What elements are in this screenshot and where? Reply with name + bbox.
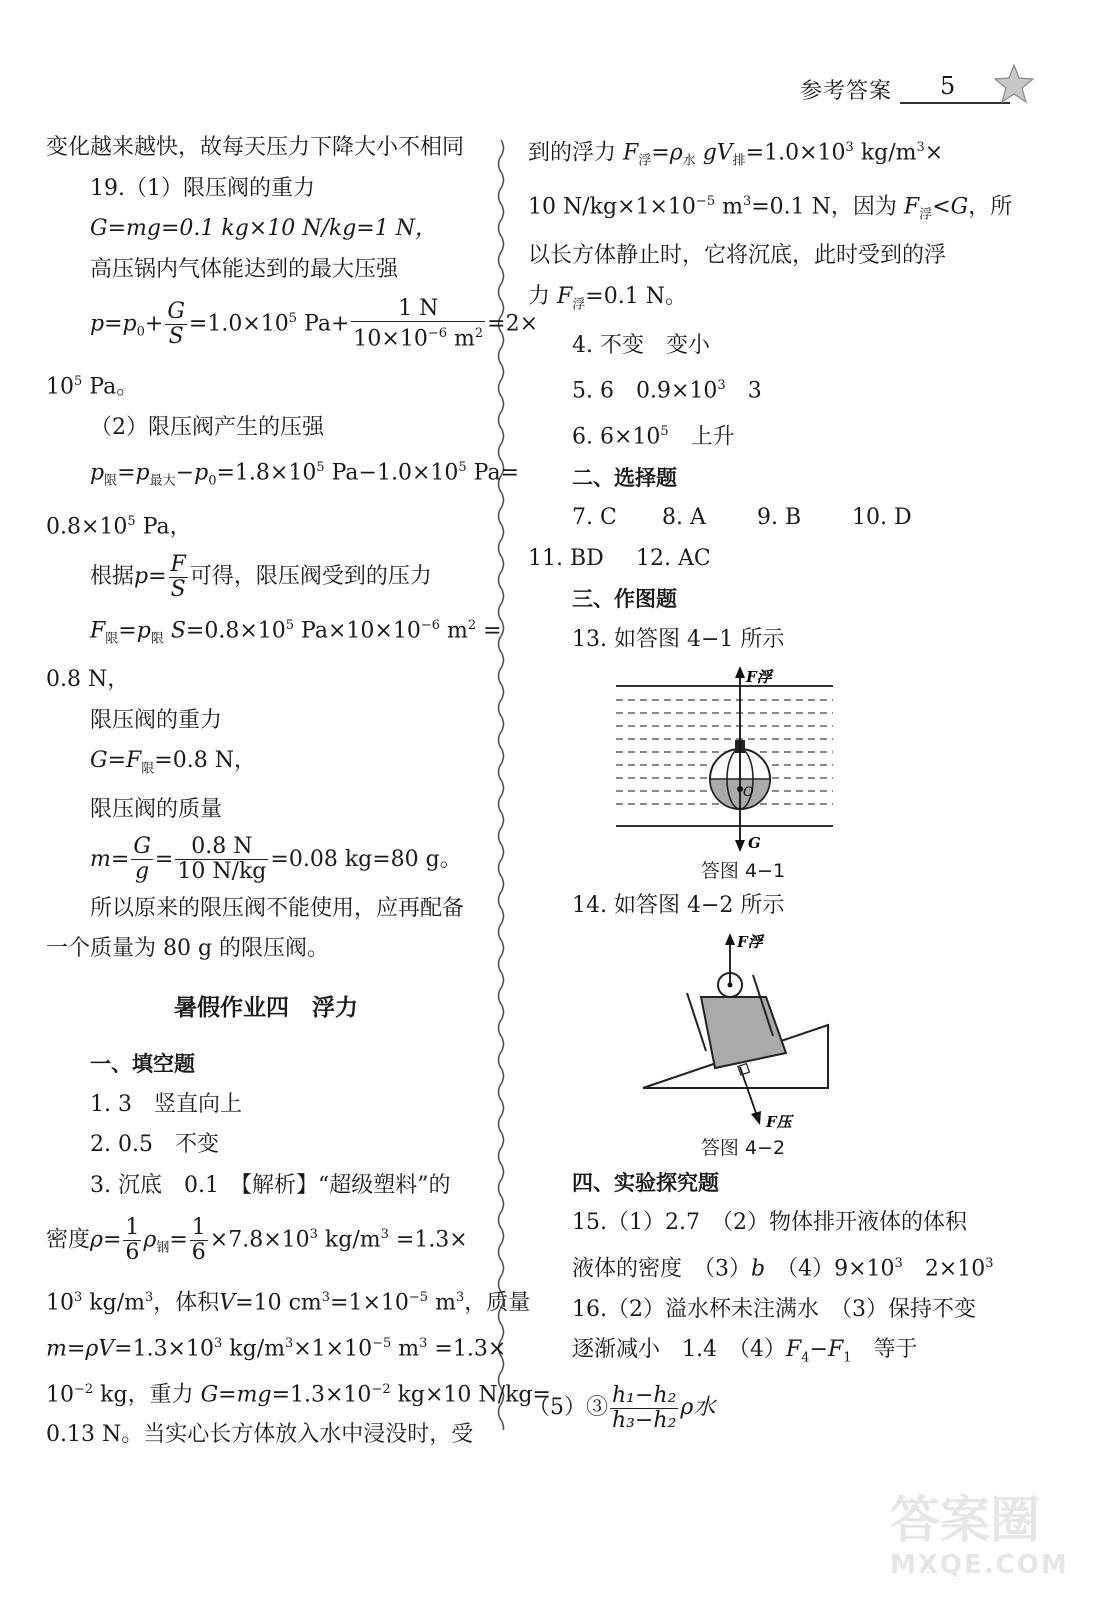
answer-15-line-2: 液体的密度 （3）b $(4)9\times 10^3$ $2\times 10^3$ <box>572 1255 994 1282</box>
force-equation: $F_限=p_限$ $S=0.8\times 10^5$ $Pa\times 10\times 10^{-6}$ $m^2$ = <box>90 618 502 647</box>
answer-3-mass: $m=\rho V=1.3\times 10^3$ $kg/m^3\times 1\times 10^{-5}$ $m^3 =1.3\times$ <box>46 1335 507 1362</box>
fig1-buoyancy-label: F浮 <box>746 668 772 687</box>
left-column <box>46 128 551 1456</box>
gravity-equation: G=mg=0.1 kg×10 N/kg=1 N， <box>90 216 437 241</box>
answer-3-volume: $10^3$ $kg/m^3$，体积V=10 $cm^3=1\times 10^{-5}$ $m^3$，质量 <box>46 1289 531 1316</box>
section-choice: 二、选择题 <box>572 465 677 490</box>
question-19: 19.（1）限压阀的重力 <box>90 175 315 201</box>
section-drawing: 三、作图题 <box>572 587 677 612</box>
text-line: 变化越来越快，故每天压力下降大小不相同 <box>46 135 465 160</box>
buoyancy-line-1: 到的浮力 $F_浮=\rho_水$ $gV_排=1.0\times 10^3$ $kg/m^3\times$ <box>528 140 944 169</box>
answer-16-line-1: 16.（2）溢水杯未注满水 （3）保持不变 <box>572 1296 976 1322</box>
answer-2: 2. 0.5 不变 <box>90 1132 219 1158</box>
answer-6: 6. $6\times 10^5$ 上升 <box>572 424 735 450</box>
figure-4-1-caption: 答图 4−1 <box>700 860 786 883</box>
limit-pressure-equation: $p_限=p_{最大}-p_0=1.8\times 10^5$ $Pa-1.0\times 10^5$ Pa= <box>90 460 520 489</box>
fig2-buoyancy-label: F浮 <box>737 932 763 951</box>
answer-3-density: 密度ρ= $\frac{1}{6}$ $\rho_钢=$ $\frac{1}{6}$ $\times 7.8\times 10^3$ $kg/m^3 =1.3\times$ <box>46 1215 468 1266</box>
fig2-pressure-label: F压 <box>766 1112 792 1131</box>
answer-3: 3. 沉底 0.1 【解析】“超级塑料”的 <box>90 1172 451 1198</box>
part-2-label: （2）限压阀产生的压强 <box>90 414 324 440</box>
fraction-g-over-g: $\frac{G}{g}$ <box>133 834 151 885</box>
buoyancy-line-3: 以长方体静止时，它将沉底，此时受到的浮 <box>528 243 947 269</box>
answer-14: 14. 如答图 4−2 所示 <box>572 893 785 919</box>
buoyancy-line-4: 力 $F_浮=0.1$ N。 <box>528 283 687 313</box>
answer-16-line-3: （5）③ $\frac{\text{h₁−h₂}}{\text{h₃−h₂}}$ ρ水 <box>528 1382 716 1433</box>
answer-4: 4. 不变 变小 <box>572 332 710 358</box>
mass-equation: m= $\frac{G}{g}$ = $\frac{0.8 N}{10 N/kg}$ =0.08 kg=80 g。 <box>90 834 462 885</box>
chapter-title: 暑假作业四 浮力 <box>174 994 358 1021</box>
force-result: 0.8 N， <box>46 667 130 693</box>
page-number: 5 <box>940 72 956 100</box>
conclusion-line-1: 所以原来的限压阀不能使用，应再配备 <box>90 895 465 921</box>
figure-4-2-caption: 答图 4−2 <box>700 1136 786 1159</box>
answer-3-weight: $10^{-2}$ kg，重力 $G=mg=1.3\times 10^{-2}$ kg×10 N/kg= <box>46 1381 551 1407</box>
weight-label: 限压阀的重力 <box>90 707 223 733</box>
choice-answers-row-2: 11. BD 12. AC <box>528 545 711 571</box>
fig1-gravity-label: G <box>748 834 761 853</box>
buoyancy-line-2: 10 $N/kg\times 1\times 10^{-5}$ $m^3=0.1$ N，因为 $F_浮<G$，所 <box>528 194 1013 223</box>
answer-15-line-1: 15.（1）2.7 （2）物体排开液体的体积 <box>572 1210 967 1236</box>
answer-13: 13. 如答图 4−1 所示 <box>572 626 785 652</box>
limit-pressure-result: $0.8\times 10^5$ Pa， <box>46 514 192 540</box>
right-column <box>528 128 1013 1437</box>
fraction-heights: $\frac{\text{h₁−h₂}}{\text{h₃−h₂}}$ <box>612 1382 677 1433</box>
fraction-f-s: $\frac{F}{S}$ <box>170 551 186 602</box>
answer-3-immersed: 0.13 N。当实心长方体放入水中浸没时，受 <box>46 1422 474 1448</box>
header-title: 参考答案 <box>800 79 893 104</box>
weight-equation: $G=F_限=0.8$ N， <box>90 748 256 777</box>
fig1-center-label: O <box>743 785 754 801</box>
conclusion-line-2: 一个质量为 80 g 的限压阀。 <box>46 936 330 962</box>
figure-4-1 <box>528 666 958 856</box>
mass-label: 限压阀的质量 <box>90 797 223 823</box>
max-pressure-label: 高压锅内气体能达到的最大压强 <box>90 256 399 282</box>
section-fill-in: 一、填空题 <box>90 1052 195 1077</box>
section-experiment: 四、实验探究题 <box>572 1170 719 1195</box>
fraction-g-s: $\frac{G}{S}$ <box>167 298 185 349</box>
pressure-result: $10^5$ Pa。 <box>46 373 139 400</box>
answer-5: 5. 6 $0.9\times 10^3$ 3 <box>572 378 762 404</box>
star-icon <box>992 62 1036 106</box>
fraction-1n-area: $\frac{1 N}{10\times 10^{-6} m^2}$ <box>353 296 484 352</box>
answer-1: 1. 3 竖直向上 <box>90 1091 242 1117</box>
watermark-logo: 答案圈 MXQE.COM <box>890 1491 1069 1580</box>
formula-line: 根据p= $\frac{F}{S}$ 可得，限压阀受到的压力 <box>90 551 432 602</box>
fraction-mass: $\frac{0.8 N}{10 N/kg}$ <box>177 834 267 885</box>
choice-answers-row-1: 7. C 8. A 9. B 10. D <box>572 505 912 531</box>
page-header <box>800 62 1090 112</box>
pressure-equation: $p=p_0+$ $\frac{G}{S}$ $=1.0\times 10^5$ Pa+ $\frac{1 N}{10\times 10^{-6} m^2}$ =2× <box>90 296 539 352</box>
figure-4-2 <box>528 933 958 1133</box>
answer-16-line-2: 逐渐减小 1.4 $(4)F_4-F_1$ 等于 <box>572 1337 918 1366</box>
